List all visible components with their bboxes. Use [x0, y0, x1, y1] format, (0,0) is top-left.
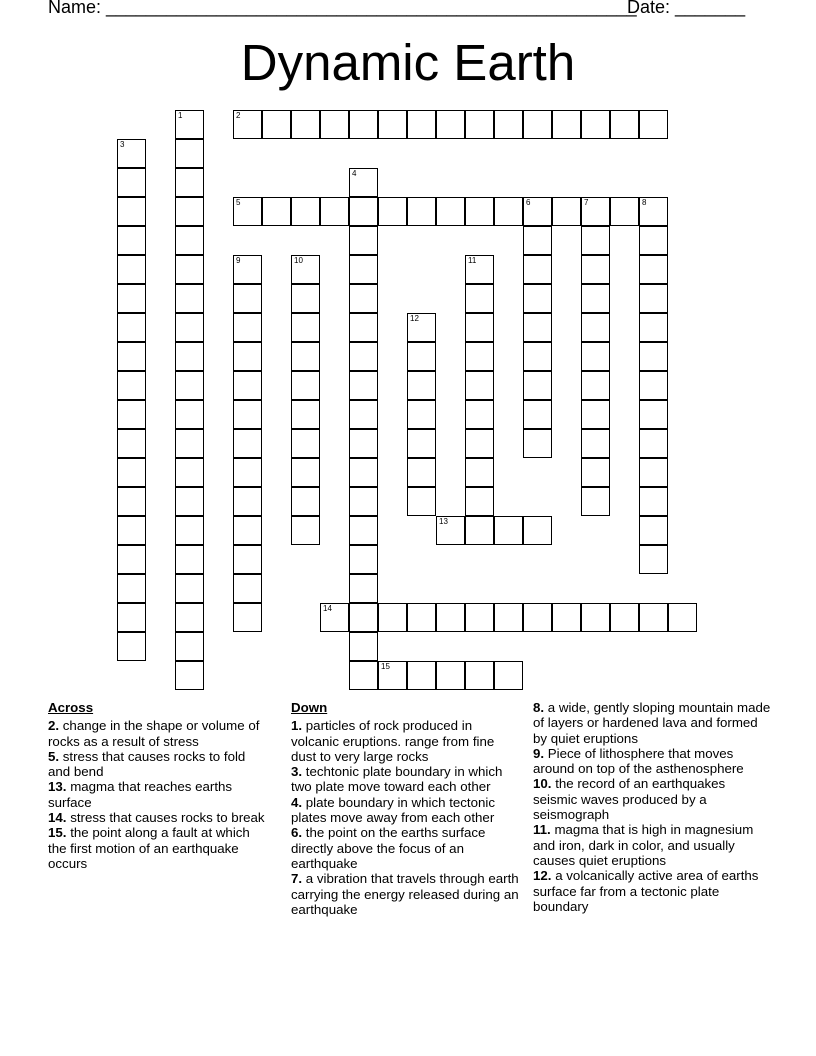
grid-cell[interactable]: [175, 313, 204, 342]
clue-number-label: 4.: [291, 794, 303, 810]
grid-cell[interactable]: [175, 458, 204, 487]
date-field[interactable]: Date: _______: [627, 0, 746, 17]
grid-cell[interactable]: [494, 603, 523, 632]
clue-number-label: 8.: [533, 700, 545, 715]
grid-cell[interactable]: [436, 197, 465, 226]
clue-text: a wide, gently sloping mountain made of layers or hardened lava and formed by quiet eruptions: [533, 700, 771, 746]
grid-cell[interactable]: [581, 458, 610, 487]
grid-cell[interactable]: [465, 197, 494, 226]
grid-cell[interactable]: [175, 429, 204, 458]
grid-cell[interactable]: [117, 574, 146, 603]
grid-cell[interactable]: [349, 313, 378, 342]
clue-number: 3: [120, 140, 125, 149]
grid-cell[interactable]: [581, 255, 610, 284]
down-clue-list: [291, 718, 523, 917]
grid-cell[interactable]: [407, 429, 436, 458]
grid-cell[interactable]: [291, 342, 320, 371]
grid-cell[interactable]: [668, 603, 697, 632]
clue-number: 5: [236, 198, 241, 207]
grid-cell[interactable]: [407, 197, 436, 226]
down-clues: [291, 700, 523, 917]
grid-cell[interactable]: [523, 603, 552, 632]
grid-cell[interactable]: [465, 313, 494, 342]
grid-cell[interactable]: [349, 400, 378, 429]
clue: [291, 871, 523, 917]
grid-cell[interactable]: [233, 197, 262, 226]
clue: [48, 718, 268, 749]
grid-cell[interactable]: [523, 342, 552, 371]
clue-number: 11: [468, 256, 477, 265]
grid-cell[interactable]: [233, 313, 262, 342]
clue-number: 12: [410, 314, 419, 323]
clue: [48, 779, 268, 810]
grid-cell[interactable]: [117, 313, 146, 342]
clue-text: the point along a fault at which the first motion of an earthquake occurs: [48, 825, 250, 871]
grid-cell[interactable]: [436, 110, 465, 139]
grid-cell[interactable]: [233, 603, 262, 632]
grid-cell[interactable]: [349, 110, 378, 139]
grid-cell[interactable]: [407, 458, 436, 487]
clue: [291, 825, 523, 871]
grid-cell[interactable]: [320, 603, 349, 632]
grid-cell[interactable]: [175, 284, 204, 313]
grid-cell[interactable]: [117, 400, 146, 429]
grid-cell[interactable]: [175, 574, 204, 603]
grid-cell[interactable]: [233, 110, 262, 139]
clue: [291, 795, 523, 826]
grid-cell[interactable]: [581, 313, 610, 342]
clue-number: 14: [323, 604, 332, 613]
grid-cell[interactable]: [610, 197, 639, 226]
grid-cell[interactable]: [465, 661, 494, 690]
grid-cell[interactable]: [581, 197, 610, 226]
grid-cell[interactable]: [523, 516, 552, 545]
grid-cell[interactable]: [349, 516, 378, 545]
grid-cell[interactable]: [581, 110, 610, 139]
grid-cell[interactable]: [233, 400, 262, 429]
grid-cell[interactable]: [349, 284, 378, 313]
grid-cell[interactable]: [117, 371, 146, 400]
grid-cell[interactable]: [291, 255, 320, 284]
grid-cell[interactable]: [175, 226, 204, 255]
grid-cell[interactable]: [639, 429, 668, 458]
grid-cell[interactable]: [349, 603, 378, 632]
grid-cell[interactable]: [581, 284, 610, 313]
clue: [48, 810, 268, 825]
clue-text: magma that is high in magnesium and iron, dark in color, and usually causes quiet eruptions: [533, 822, 754, 868]
grid-cell[interactable]: [175, 603, 204, 632]
grid-cell[interactable]: [523, 429, 552, 458]
grid-cell[interactable]: [233, 429, 262, 458]
grid-cell[interactable]: [407, 313, 436, 342]
grid-cell[interactable]: [291, 458, 320, 487]
grid-cell[interactable]: [465, 516, 494, 545]
across-clues: [48, 700, 268, 871]
grid-cell[interactable]: [639, 255, 668, 284]
grid-cell[interactable]: [291, 110, 320, 139]
grid-cell[interactable]: [291, 197, 320, 226]
grid-cell[interactable]: [378, 661, 407, 690]
clue-number-label: 9.: [533, 745, 545, 761]
grid-cell[interactable]: [378, 197, 407, 226]
grid-cell[interactable]: [465, 342, 494, 371]
grid-cell[interactable]: [523, 226, 552, 255]
grid-cell[interactable]: [552, 603, 581, 632]
grid-cell[interactable]: [117, 603, 146, 632]
grid-cell[interactable]: [117, 284, 146, 313]
clue: [48, 749, 268, 780]
grid-cell[interactable]: [523, 313, 552, 342]
clue-number: 6: [526, 198, 531, 207]
grid-cell[interactable]: [117, 545, 146, 574]
grid-cell[interactable]: [233, 487, 262, 516]
clue-text: Piece of lithosphere that moves around on top of the asthenosphere: [533, 745, 744, 777]
clue-number-label: 15.: [48, 825, 67, 841]
clue: [48, 825, 268, 871]
grid-cell[interactable]: [349, 487, 378, 516]
grid-cell[interactable]: [581, 342, 610, 371]
grid-cell[interactable]: [465, 110, 494, 139]
grid-cell[interactable]: [407, 661, 436, 690]
grid-cell[interactable]: [117, 458, 146, 487]
clue-number-label: 3.: [291, 764, 303, 780]
grid-cell[interactable]: [494, 661, 523, 690]
down-clue-list-continued: [533, 700, 771, 914]
grid-cell[interactable]: [117, 516, 146, 545]
clue-number-label: 6.: [291, 825, 303, 841]
down-clues-continued: [533, 700, 771, 914]
grid-cell[interactable]: [349, 226, 378, 255]
grid-cell[interactable]: [175, 168, 204, 197]
grid-cell[interactable]: [436, 516, 465, 545]
grid-cell[interactable]: [552, 197, 581, 226]
grid-cell[interactable]: [175, 400, 204, 429]
grid-cell[interactable]: [349, 458, 378, 487]
grid-cell[interactable]: [175, 487, 204, 516]
grid-cell[interactable]: [639, 110, 668, 139]
grid-cell[interactable]: [494, 197, 523, 226]
grid-cell[interactable]: [175, 197, 204, 226]
grid-cell[interactable]: [581, 400, 610, 429]
grid-cell[interactable]: [436, 603, 465, 632]
clue-text: stress that causes rocks to fold and bend: [48, 748, 246, 780]
clue-text: change in the shape or volume of rocks as a result of stress: [48, 718, 260, 749]
grid-cell[interactable]: [117, 226, 146, 255]
clue-text: stress that causes rocks to break: [66, 810, 265, 826]
grid-cell[interactable]: [581, 371, 610, 400]
clue-number-label: 2.: [48, 718, 60, 734]
across-clue-list: [48, 718, 268, 871]
grid-cell[interactable]: [639, 545, 668, 574]
clue: [533, 822, 771, 868]
grid-cell[interactable]: [291, 400, 320, 429]
grid-cell[interactable]: [175, 516, 204, 545]
grid-cell[interactable]: [349, 371, 378, 400]
clue-number-label: 5.: [48, 748, 60, 764]
clue-number-label: 14.: [48, 810, 67, 826]
grid-cell[interactable]: [639, 516, 668, 545]
grid-cell[interactable]: [465, 487, 494, 516]
grid-cell[interactable]: [523, 284, 552, 313]
grid-cell[interactable]: [291, 487, 320, 516]
grid-cell[interactable]: [465, 371, 494, 400]
clue-text: magma that reaches earths surface: [48, 779, 233, 810]
clue-text: the record of an earthquakes seismic waves produced by a seismograph: [533, 776, 726, 823]
grid-cell[interactable]: [175, 110, 204, 139]
grid-cell[interactable]: [117, 197, 146, 226]
grid-cell[interactable]: [639, 371, 668, 400]
grid-cell[interactable]: [639, 313, 668, 342]
grid-cell[interactable]: [639, 284, 668, 313]
grid-cell[interactable]: [175, 371, 204, 400]
grid-cell[interactable]: [262, 110, 291, 139]
grid-cell[interactable]: [349, 661, 378, 690]
clue-text: a vibration that travels through earth carrying the energy released during an earthquake: [291, 871, 519, 917]
grid-cell[interactable]: [349, 342, 378, 371]
clue-text: a volcanically active area of earths surface far from a tectonic plate boundary: [533, 868, 759, 914]
clue-number-label: 1.: [291, 718, 303, 734]
grid-cell[interactable]: [378, 603, 407, 632]
grid-cell[interactable]: [523, 110, 552, 139]
grid-cell[interactable]: [117, 255, 146, 284]
grid-cell[interactable]: [494, 516, 523, 545]
grid-cell[interactable]: [291, 284, 320, 313]
grid-cell[interactable]: [639, 458, 668, 487]
clue-number-label: 7.: [291, 871, 303, 887]
down-heading: Down: [291, 700, 328, 715]
grid-cell[interactable]: [291, 429, 320, 458]
grid-cell[interactable]: [175, 632, 204, 661]
grid-cell[interactable]: [349, 429, 378, 458]
grid-cell[interactable]: [610, 603, 639, 632]
grid-cell[interactable]: [465, 400, 494, 429]
grid-cell[interactable]: [117, 487, 146, 516]
grid-cell[interactable]: [349, 197, 378, 226]
grid-cell[interactable]: [552, 110, 581, 139]
clue-number: 10: [294, 256, 303, 265]
grid-cell[interactable]: [233, 545, 262, 574]
grid-cell[interactable]: [407, 487, 436, 516]
clue-number-label: 13.: [48, 779, 67, 795]
grid-cell[interactable]: [523, 197, 552, 226]
grid-cell[interactable]: [465, 284, 494, 313]
grid-cell[interactable]: [175, 255, 204, 284]
grid-cell[interactable]: [581, 603, 610, 632]
grid-cell[interactable]: [639, 603, 668, 632]
grid-cell[interactable]: [523, 371, 552, 400]
grid-cell[interactable]: [407, 110, 436, 139]
grid-cell[interactable]: [117, 139, 146, 168]
grid-cell[interactable]: [175, 342, 204, 371]
clue: [533, 700, 771, 746]
grid-cell[interactable]: [639, 197, 668, 226]
grid-cell[interactable]: [117, 429, 146, 458]
grid-cell[interactable]: [320, 197, 349, 226]
grid-cell[interactable]: [233, 371, 262, 400]
clue-number-label: 11.: [533, 822, 551, 838]
grid-cell[interactable]: [320, 110, 349, 139]
grid-cell[interactable]: [407, 400, 436, 429]
grid-cell[interactable]: [581, 429, 610, 458]
grid-cell[interactable]: [233, 516, 262, 545]
name-field[interactable]: Name: _____________________________________________________: [48, 0, 637, 17]
clue: [291, 718, 523, 764]
grid-cell[interactable]: [494, 110, 523, 139]
clue-number: 4: [352, 169, 357, 178]
grid-cell[interactable]: [639, 487, 668, 516]
grid-cell[interactable]: [175, 545, 204, 574]
grid-cell[interactable]: [639, 400, 668, 429]
clue-number-label: 10.: [533, 776, 552, 792]
grid-cell[interactable]: [233, 284, 262, 313]
grid-cell[interactable]: [465, 603, 494, 632]
grid-cell[interactable]: [349, 255, 378, 284]
grid-cell[interactable]: [610, 110, 639, 139]
clue-text: plate boundary in which tectonic plates move away from each other: [291, 794, 496, 826]
grid-cell[interactable]: [291, 371, 320, 400]
grid-cell[interactable]: [465, 429, 494, 458]
clue-number: 13: [439, 517, 448, 526]
clue: [533, 746, 771, 777]
grid-cell[interactable]: [465, 458, 494, 487]
grid-cell[interactable]: [349, 168, 378, 197]
grid-cell[interactable]: [523, 400, 552, 429]
grid-cell[interactable]: [639, 342, 668, 371]
grid-cell[interactable]: [465, 255, 494, 284]
grid-cell[interactable]: [117, 632, 146, 661]
grid-cell[interactable]: [349, 545, 378, 574]
grid-cell[interactable]: [581, 487, 610, 516]
grid-cell[interactable]: [407, 371, 436, 400]
clue-number: 8: [642, 198, 647, 207]
clue: [291, 764, 523, 795]
across-heading: Across: [48, 700, 94, 715]
grid-cell[interactable]: [523, 255, 552, 284]
grid-cell[interactable]: [407, 342, 436, 371]
clue-number: 9: [236, 256, 241, 265]
grid-cell[interactable]: [407, 603, 436, 632]
grid-cell[interactable]: [378, 110, 407, 139]
grid-cell[interactable]: [349, 574, 378, 603]
clue: [533, 776, 771, 822]
grid-cell[interactable]: [233, 255, 262, 284]
grid-cell[interactable]: [581, 226, 610, 255]
grid-cell[interactable]: [291, 516, 320, 545]
grid-cell[interactable]: [117, 168, 146, 197]
clue-number: 15: [381, 662, 390, 671]
grid-cell[interactable]: [175, 139, 204, 168]
clue-text: techtonic plate boundary in which two plate move toward each other: [291, 764, 503, 795]
grid-cell[interactable]: [291, 313, 320, 342]
clue-number: 2: [236, 111, 241, 120]
grid-cell[interactable]: [436, 661, 465, 690]
grid-cell[interactable]: [639, 226, 668, 255]
grid-cell[interactable]: [117, 342, 146, 371]
page-title: Dynamic Earth: [240, 34, 576, 91]
grid-cell[interactable]: [233, 458, 262, 487]
grid-cell[interactable]: [262, 197, 291, 226]
grid-cell[interactable]: [233, 342, 262, 371]
grid-cell[interactable]: [233, 574, 262, 603]
clue-text: the point on the earths surface directly above the focus of an earthquake: [291, 825, 486, 871]
clue: [533, 868, 771, 914]
grid-cell[interactable]: [175, 661, 204, 690]
clue-number-label: 12.: [533, 868, 552, 884]
clue-number: 1: [178, 111, 183, 120]
clue-text: particles of rock produced in volcanic eruptions. range from fine dust to very large rocks: [291, 718, 495, 764]
grid-cell[interactable]: [349, 632, 378, 661]
clue-number: 7: [584, 198, 589, 207]
